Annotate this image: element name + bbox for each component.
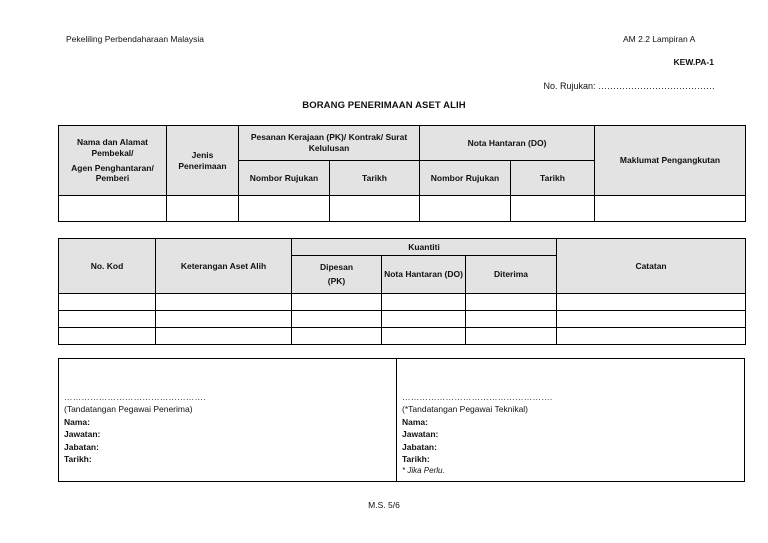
position-label: Jawatan: [64, 429, 101, 440]
name-label: Nama: [402, 416, 428, 427]
table-row [59, 294, 746, 311]
table-cell[interactable] [156, 311, 292, 328]
form-title: BORANG PENERIMAAN ASET ALIH [302, 100, 466, 111]
table-cell[interactable] [167, 196, 239, 222]
table-cell[interactable] [59, 196, 167, 222]
table-row [59, 196, 746, 222]
date-label: Tarikh: [402, 454, 430, 465]
delivery-date-header: Tarikh [511, 161, 595, 196]
name-label: Nama: [64, 416, 90, 427]
table-cell[interactable] [59, 294, 156, 311]
footnote: * Jika Perlu. [402, 466, 445, 476]
table-cell[interactable] [420, 196, 511, 222]
table-cell[interactable] [466, 311, 557, 328]
table-cell[interactable] [156, 328, 292, 345]
supplier-header: Nama dan Alamat Pembekal/ Agen Penghantaran/ Pemberi [59, 126, 167, 196]
table-cell[interactable] [595, 196, 746, 222]
asset-description-header: Keterangan Aset Alih [156, 239, 292, 294]
received-header: Diterima [466, 256, 557, 294]
table-cell[interactable] [466, 294, 557, 311]
position-label: Jawatan: [402, 429, 439, 440]
department-label: Jabatan: [402, 441, 437, 452]
table-cell[interactable] [382, 328, 466, 345]
signature-line: ……………………………………………. [402, 392, 553, 402]
government-order-header: Pesanan Kerajaan (PK)/ Kontrak/ Surat Kelulusan [239, 126, 420, 161]
signature-line: …………………………………………. [64, 392, 206, 402]
form-code: KEW.PA-1 [673, 57, 714, 67]
department-label: Jabatan: [64, 441, 99, 452]
code-header: No. Kod [59, 239, 156, 294]
notes-header: Catatan [557, 239, 746, 294]
table-row [59, 328, 746, 345]
transport-info-header: Maklumat Pengangkutan [595, 126, 746, 196]
table-cell[interactable] [557, 311, 746, 328]
table-row [59, 311, 746, 328]
appendix-label: AM 2.2 Lampiran A [623, 34, 696, 44]
table-cell[interactable] [511, 196, 595, 222]
ordered-header: Dipesan (PK) [292, 256, 382, 294]
receiving-officer-signature[interactable] [59, 359, 397, 481]
signature-caption: (*Tandatangan Pegawai Teknikal) [402, 404, 529, 415]
table-cell[interactable] [156, 294, 292, 311]
table-cell[interactable] [292, 328, 382, 345]
table-cell[interactable] [557, 328, 746, 345]
table-cell[interactable] [557, 294, 746, 311]
signature-caption: (Tandatangan Pegawai Penerima) [64, 404, 193, 415]
delivery-ref-header: Nombor Rujukan [420, 161, 511, 196]
table-cell[interactable] [382, 294, 466, 311]
order-ref-header: Nombor Rujukan [239, 161, 330, 196]
circular-title: Pekeliling Perbendaharaan Malaysia [66, 34, 204, 44]
order-date-header: Tarikh [330, 161, 420, 196]
quantity-header: Kuantiti [292, 239, 557, 256]
delivery-note-header: Nota Hantaran (DO) [420, 126, 595, 161]
table-cell[interactable] [292, 311, 382, 328]
page-number: M.S. 5/6 [368, 500, 400, 510]
delivery-note-qty-header: Nota Hantaran (DO) [382, 256, 466, 294]
signature-box [58, 358, 745, 482]
reference-number-field[interactable]: No. Rujukan: ………………………………… [543, 81, 715, 91]
table-cell[interactable] [239, 196, 330, 222]
receipt-type-header: Jenis Penerimaan [167, 126, 239, 196]
asset-items-table [58, 238, 746, 345]
table-cell[interactable] [292, 294, 382, 311]
table-cell[interactable] [330, 196, 420, 222]
supplier-info-table [58, 125, 746, 222]
table-cell[interactable] [466, 328, 557, 345]
date-label: Tarikh: [64, 454, 92, 465]
technical-officer-signature[interactable] [397, 359, 744, 481]
table-cell[interactable] [59, 311, 156, 328]
table-cell[interactable] [59, 328, 156, 345]
table-cell[interactable] [382, 311, 466, 328]
